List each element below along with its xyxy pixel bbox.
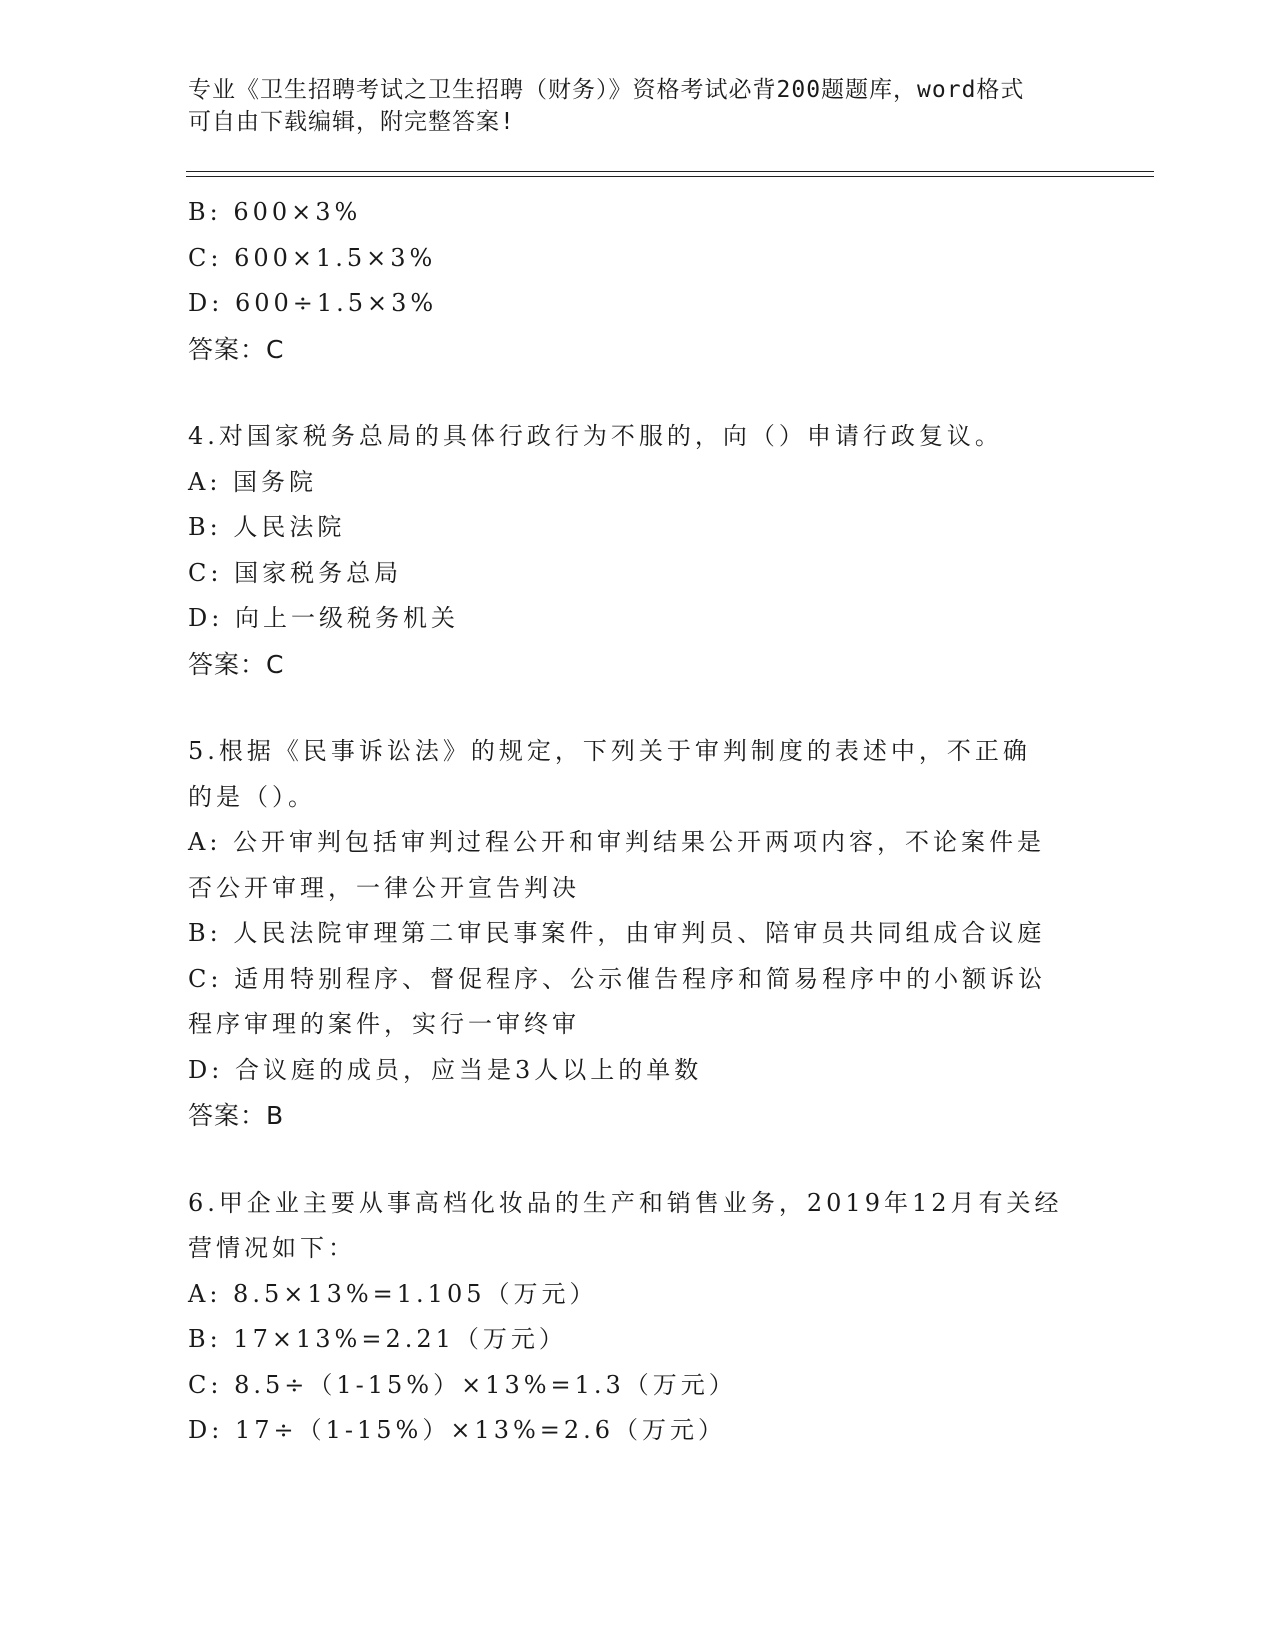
- option-d: D: 17÷（1-15%）×13%=2.6（万元）: [188, 1416, 727, 1444]
- question-text: 6.甲企业主要从事高档化妆品的生产和销售业务，2019年12月有关经: [188, 1188, 1063, 1217]
- option-d: D: 600÷1.5×3%: [188, 289, 438, 317]
- question-text: 5.根据《民事诉讼法》的规定，下列关于审判制度的表述中，不正确: [188, 737, 1031, 765]
- answer: 答案：C: [188, 649, 285, 679]
- option-a: A: 公开审判包括审判过程公开和审判结果公开两项内容，不论案件是: [188, 828, 1046, 856]
- question-text-cont: 营情况如下：: [188, 1234, 356, 1262]
- option-c-cont: 程序审理的案件，实行一审终审: [188, 1010, 580, 1038]
- question-4: [188, 414, 1088, 687]
- option-d: D: 合议庭的成员，应当是3人以上的单数: [188, 1055, 703, 1084]
- option-b: B: 600×3%: [188, 198, 362, 226]
- header-rule-top: [186, 171, 1154, 172]
- answer: 答案：C: [188, 334, 285, 364]
- option-c: C: 适用特别程序、督促程序、公示催告程序和简易程序中的小额诉讼: [188, 964, 1047, 993]
- document-header: [188, 74, 1068, 138]
- question-6: [188, 1181, 1088, 1454]
- answer: 答案：B: [188, 1101, 285, 1130]
- header-line-2: 可自由下载编辑，附完整答案!: [188, 109, 515, 135]
- question-list: [188, 190, 1088, 1454]
- option-c: C: 8.5÷（1-15%）×13%=1.3（万元）: [188, 1370, 737, 1399]
- option-a: A: 国务院: [188, 467, 318, 496]
- option-c: C: 600×1.5×3%: [188, 243, 437, 272]
- header-rule-bottom: [186, 176, 1154, 177]
- header-line-1: 专业《卫生招聘考试之卫生招聘（财务）》资格考试必背200题题库，word格式: [188, 77, 1025, 103]
- option-b: B: 人民法院: [188, 513, 346, 541]
- option-d: D: 向上一级税务机关: [188, 604, 459, 632]
- option-b: B: 17×13%=2.21（万元）: [188, 1325, 567, 1353]
- option-b: B: 人民法院审理第二审民事案件，由审判员、陪审员共同组成合议庭: [188, 919, 1046, 947]
- option-a: A: 8.5×13%=1.105（万元）: [188, 1279, 598, 1308]
- continued-question: [188, 190, 1088, 372]
- question-text-cont: 的是（）。: [188, 782, 316, 811]
- option-a-cont: 否公开审理，一律公开宣告判决: [188, 873, 580, 902]
- question-5: [188, 729, 1088, 1139]
- option-c: C: 国家税务总局: [188, 558, 403, 587]
- question-text: 4.对国家税务总局的具体行政行为不服的，向（）申请行政复议。: [188, 422, 1003, 450]
